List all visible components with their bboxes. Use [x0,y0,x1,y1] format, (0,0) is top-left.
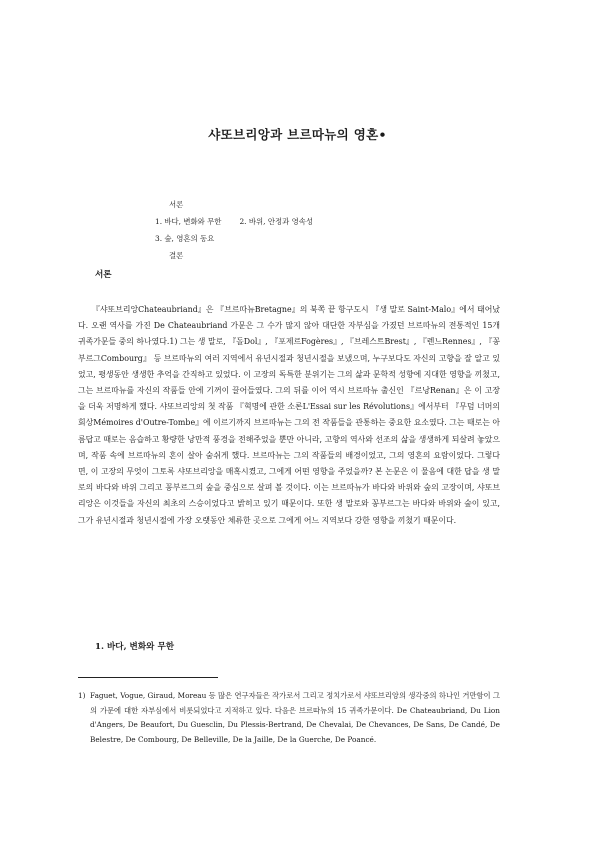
toc-intro: 서론 [169,200,184,209]
section-heading-intro: 서론 [95,270,112,280]
toc-conclusion: 결론 [169,251,184,260]
toc-row-1 [155,213,313,230]
paper-title: 샤또브리앙과 브르따뉴의 영혼• [208,127,387,142]
toc-item-2: 2. 바위, 안정과 영속성 [239,217,314,226]
footnote-divider [78,677,218,678]
toc-item-1: 1. 바다, 변화와 무한 [155,217,222,226]
toc-item-3: 3. 숲, 영혼의 동요 [155,234,215,243]
section-heading-1: 1. 바다, 변화와 무한 [95,642,175,652]
footnote-text: Faguet, Vogue, Giraud, Moreau 등 많은 연구자들은 작가로서 그리고 정치가로서 샤또브리앙의 생각중의 하나인 거만함이 그의 가문에 대한 자부심에서 비롯되었다고 지적하고 있다. 다음은 브르따뉴의 15 귀족가문이다. De Chateaubriand, Du Lion d'Angers, De Beaufort, Du Guesclin, Du Plessis-Bertrand, De Chevalai, De Chevances, De Sans, De Candé, De Belestre, De Combourg, De Belleville, De la Jaille, De la Guerche, De Poancé. [90,691,500,744]
body-paragraph: 『샤또브리앙Chateaubriand』은 『브르따뉴Bretagne』의 북쪽 끝 항구도시 『생 말로 Saint-Malo』에서 태어났다. 오랜 역사를 가진 De Chateaubriand 가문은 그 수가 많지 않아 대단한 자부심을 가졌던 브르따뉴의 전통적인 15개 귀족가문들 중의 하나였다.1) 그는 생 말로, 『돌Dol』, 『포제르Fogères』, 『브레스트Brest』, 『렌느Rennes』, 『꽁부르그Combourg』 등 브르따뉴의 여러 지역에서 유년시절과 청년시절을 보냈으며, 누구보다도 자신의 고향을 잘 알고 있었고, 평생동안 생생한 추억을 간직하고 있었다. 이 고장의 독특한 분위기는 그의 삶과 문학적 성향에 지대한 영향을 끼쳤고, 그는 브르따뉴를 자신의 작품들 안에 기꺼이 끌어들였다. 그의 뒤를 이어 역시 브르따뉴 출신인 『르낭Renan』은 이 고장을 더욱 저명하게 했다. 샤또브리앙의 첫 작품 『혁명에 관한 소론L'Essai sur les Révolutions』에서부터 『무덤 너머의 회상Mémoires d'Outre-Tombe』에 이르기까지 브르따뉴는 그의 전 작품들을 관통하는 중요한 요소였다. 그는 때로는 아름답고 때로는 음습하고 황량한 낭만적 풍경을 전해주었을 뿐만 아니라, 고향의 역사와 선조의 삶을 생생하게 되살려 놓았으며, 작품 속에 브르따뉴의 혼이 살아 숨쉬게 했다. 브르따뉴는 그의 작품들의 배경이었고, 그의 영혼의 요람이었다. 그렇다면, 이 고장의 무엇이 그토록 샤또브리앙을 매혹시켰고, 그에게 어떤 영향을 주었을까? 본 논문은 이 물음에 대한 답을 생 말로의 바다와 바위 그리고 꽁부르그의 숲을 중심으로 살펴 볼 것이다. 이는 브르따뉴가 바다와 바위와 숲의 고장이며, 샤또브리앙은 이것들을 자신의 최초의 스승이었다고 밝히고 있기 때문이다. 또한 생 말로와 꽁부르그는 바다와 바위와 숲이 있고, 그가 유년시절과 청년시절에 가장 오랫동안 체류한 곳으로 그에게 어느 지역보다 강한 영향을 끼쳤기 때문이다. [78,305,500,525]
footnote [78,689,500,747]
table-of-contents [155,196,313,264]
footnote-number: 1) [78,691,86,700]
